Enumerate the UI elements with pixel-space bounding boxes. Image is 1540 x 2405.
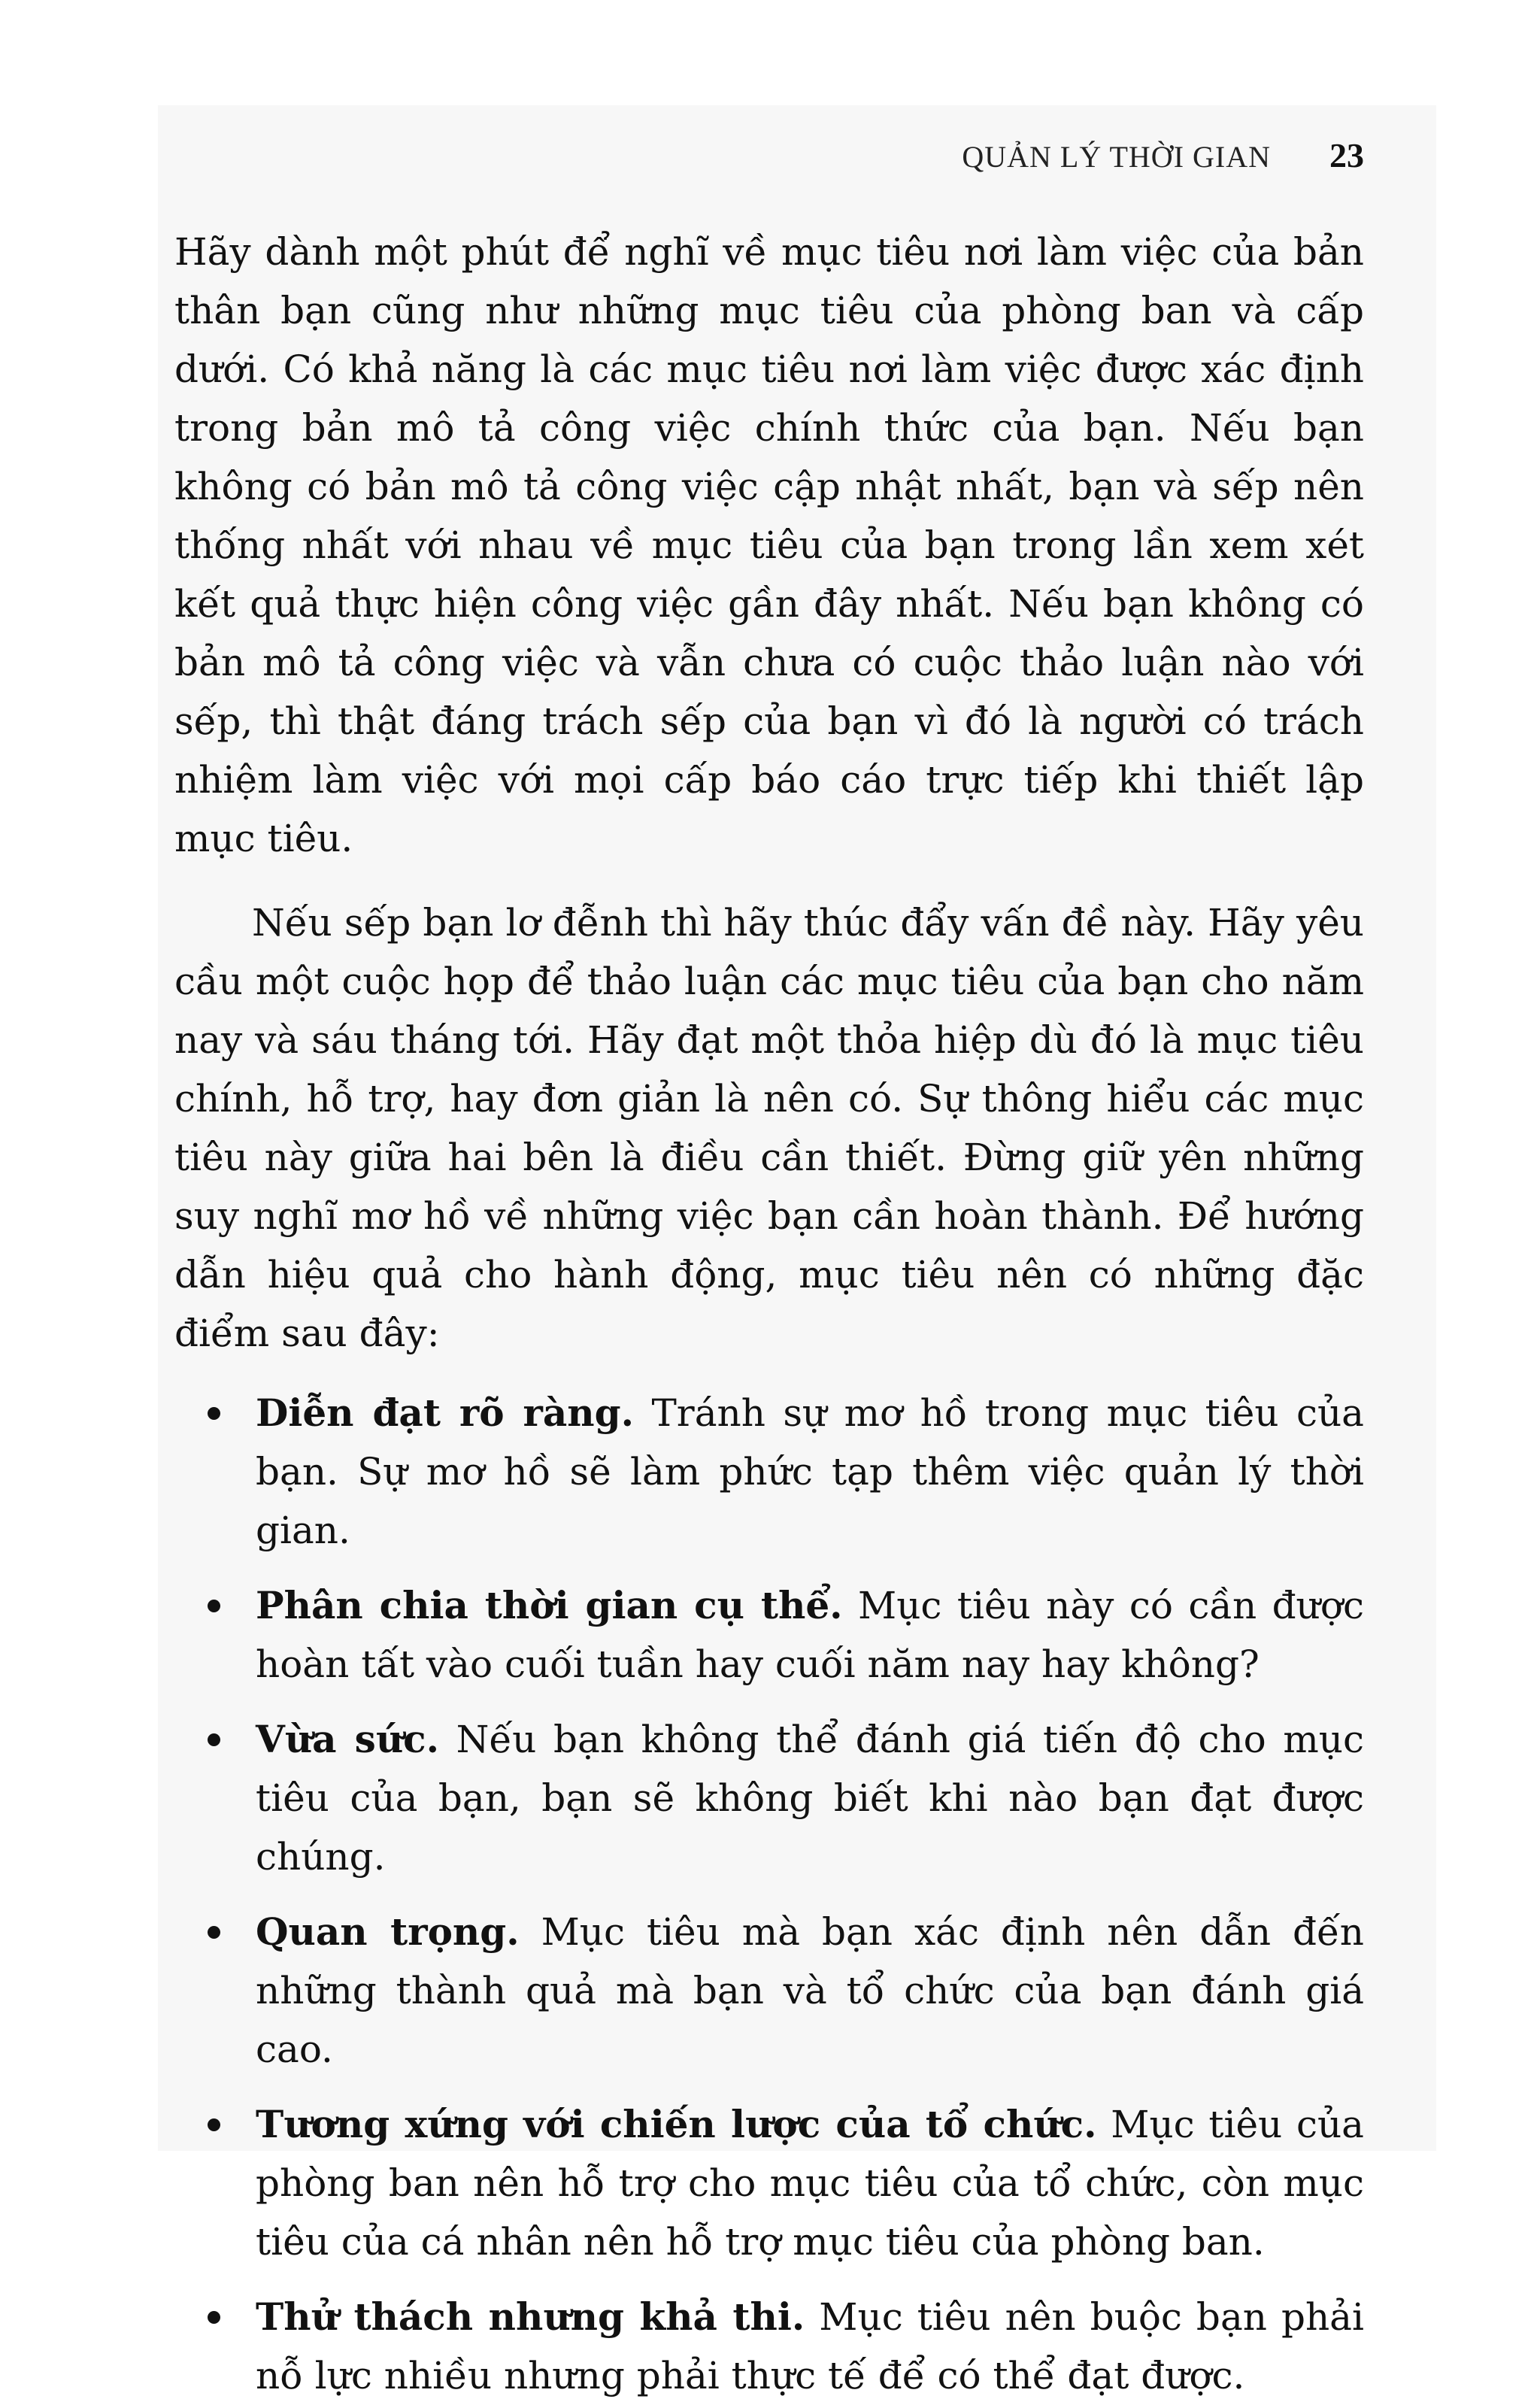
list-item xyxy=(174,1710,1364,1886)
list-item-text: Tránh sự mơ hồ trong mục tiêu của bạn. Sự mơ hồ sẽ làm phức tạp thêm việc quản lý thời gian. xyxy=(256,1391,1364,1552)
bullet-icon xyxy=(208,1733,220,1746)
bullet-icon xyxy=(208,1926,220,1939)
bullet-icon xyxy=(208,2118,220,2131)
paragraph-1: Hãy dành một phút để nghĩ về mục tiêu nơi làm việc của bản thân bạn cũng như những mục tiêu của phòng ban và cấp dưới. Có khả năng là các mục tiêu nơi làm việc được xác định trong bản mô tả công việc chính thức của bạn. Nếu bạn không có bản mô tả công việc cập nhật nhất, bạn và sếp nên thống nhất với nhau về mục tiêu của bạn trong lần xem xét kết quả thực hiện công việc gần đây nhất. Nếu bạn không có bản mô tả công việc và vẫn chưa có cuộc thảo luận nào với sếp, thì thật đáng trách sếp của bạn vì đó là người có trách nhiệm làm việc với mọi cấp báo cáo trực tiếp khi thiết lập mục tiêu. xyxy=(174,230,1364,860)
bullet-icon xyxy=(208,2311,220,2324)
book-page xyxy=(158,105,1436,2397)
list-item xyxy=(174,2095,1364,2271)
list-item xyxy=(174,1576,1364,1694)
list-item-text: Mục tiêu của phòng ban nên hỗ trợ cho mục tiêu của tổ chức, còn mục tiêu của cá nhân nên hỗ trợ mục tiêu của phòng ban. xyxy=(256,2103,1364,2264)
list-item-text: Mục tiêu mà bạn xác định nên dẫn đến những thành quả mà bạn và tổ chức của bạn đánh giá cao. xyxy=(256,1910,1364,2071)
bullet-icon xyxy=(208,1407,220,1420)
list-item-term: Quan trọng. xyxy=(256,1909,520,1954)
list-item-term: Diễn đạt rõ ràng. xyxy=(256,1391,634,1435)
paragraph-2: Nếu sếp bạn lơ đễnh thì hãy thúc đẩy vấn đề này. Hãy yêu cầu một cuộc họp để thảo luận các mục tiêu của bạn cho năm nay và sáu tháng tới. Hãy đạt một thỏa hiệp dù đó là mục tiêu chính, hỗ trợ, hay đơn giản là nên có. Sự thông hiểu các mục tiêu này giữa hai bên là điều cần thiết. Đừng giữ yên những suy nghĩ mơ hồ về những việc bạn cần hoàn thành. Để hướng dẫn hiệu quả cho hành động, mục tiêu nên có những đặc điểm sau đây: xyxy=(174,901,1364,1355)
list-item-term: Tương xứng với chiến lược của tổ chức. xyxy=(256,2102,1097,2146)
list-item-term: Thử thách nhưng khả thi. xyxy=(256,2294,805,2339)
page-number: 23 xyxy=(1329,136,1364,174)
list-item-text: Nếu bạn không thể đánh giá tiến độ cho mục tiêu của bạn, bạn sẽ không biết khi nào bạn đạt được chúng. xyxy=(256,1718,1364,1879)
list-item-term: Vừa sức. xyxy=(256,1717,440,1761)
goal-characteristics-list xyxy=(174,1384,1364,2405)
list-item-term: Phân chia thời gian cụ thể. xyxy=(256,1583,843,1627)
list-item xyxy=(174,1384,1364,1560)
bullet-icon xyxy=(208,1600,220,1612)
list-item-text: Mục tiêu nên buộc bạn phải nỗ lực nhiều nhưng phải thực tế để có thể đạt được. xyxy=(256,2295,1364,2397)
list-item xyxy=(174,2288,1364,2405)
running-head: QUẢN LÝ THỜI GIAN xyxy=(962,140,1271,174)
list-item xyxy=(174,1903,1364,2079)
page-header xyxy=(174,135,1364,188)
list-item-text: Mục tiêu này có cần được hoàn tất vào cuối tuần hay cuối năm nay hay không? xyxy=(256,1584,1364,1686)
